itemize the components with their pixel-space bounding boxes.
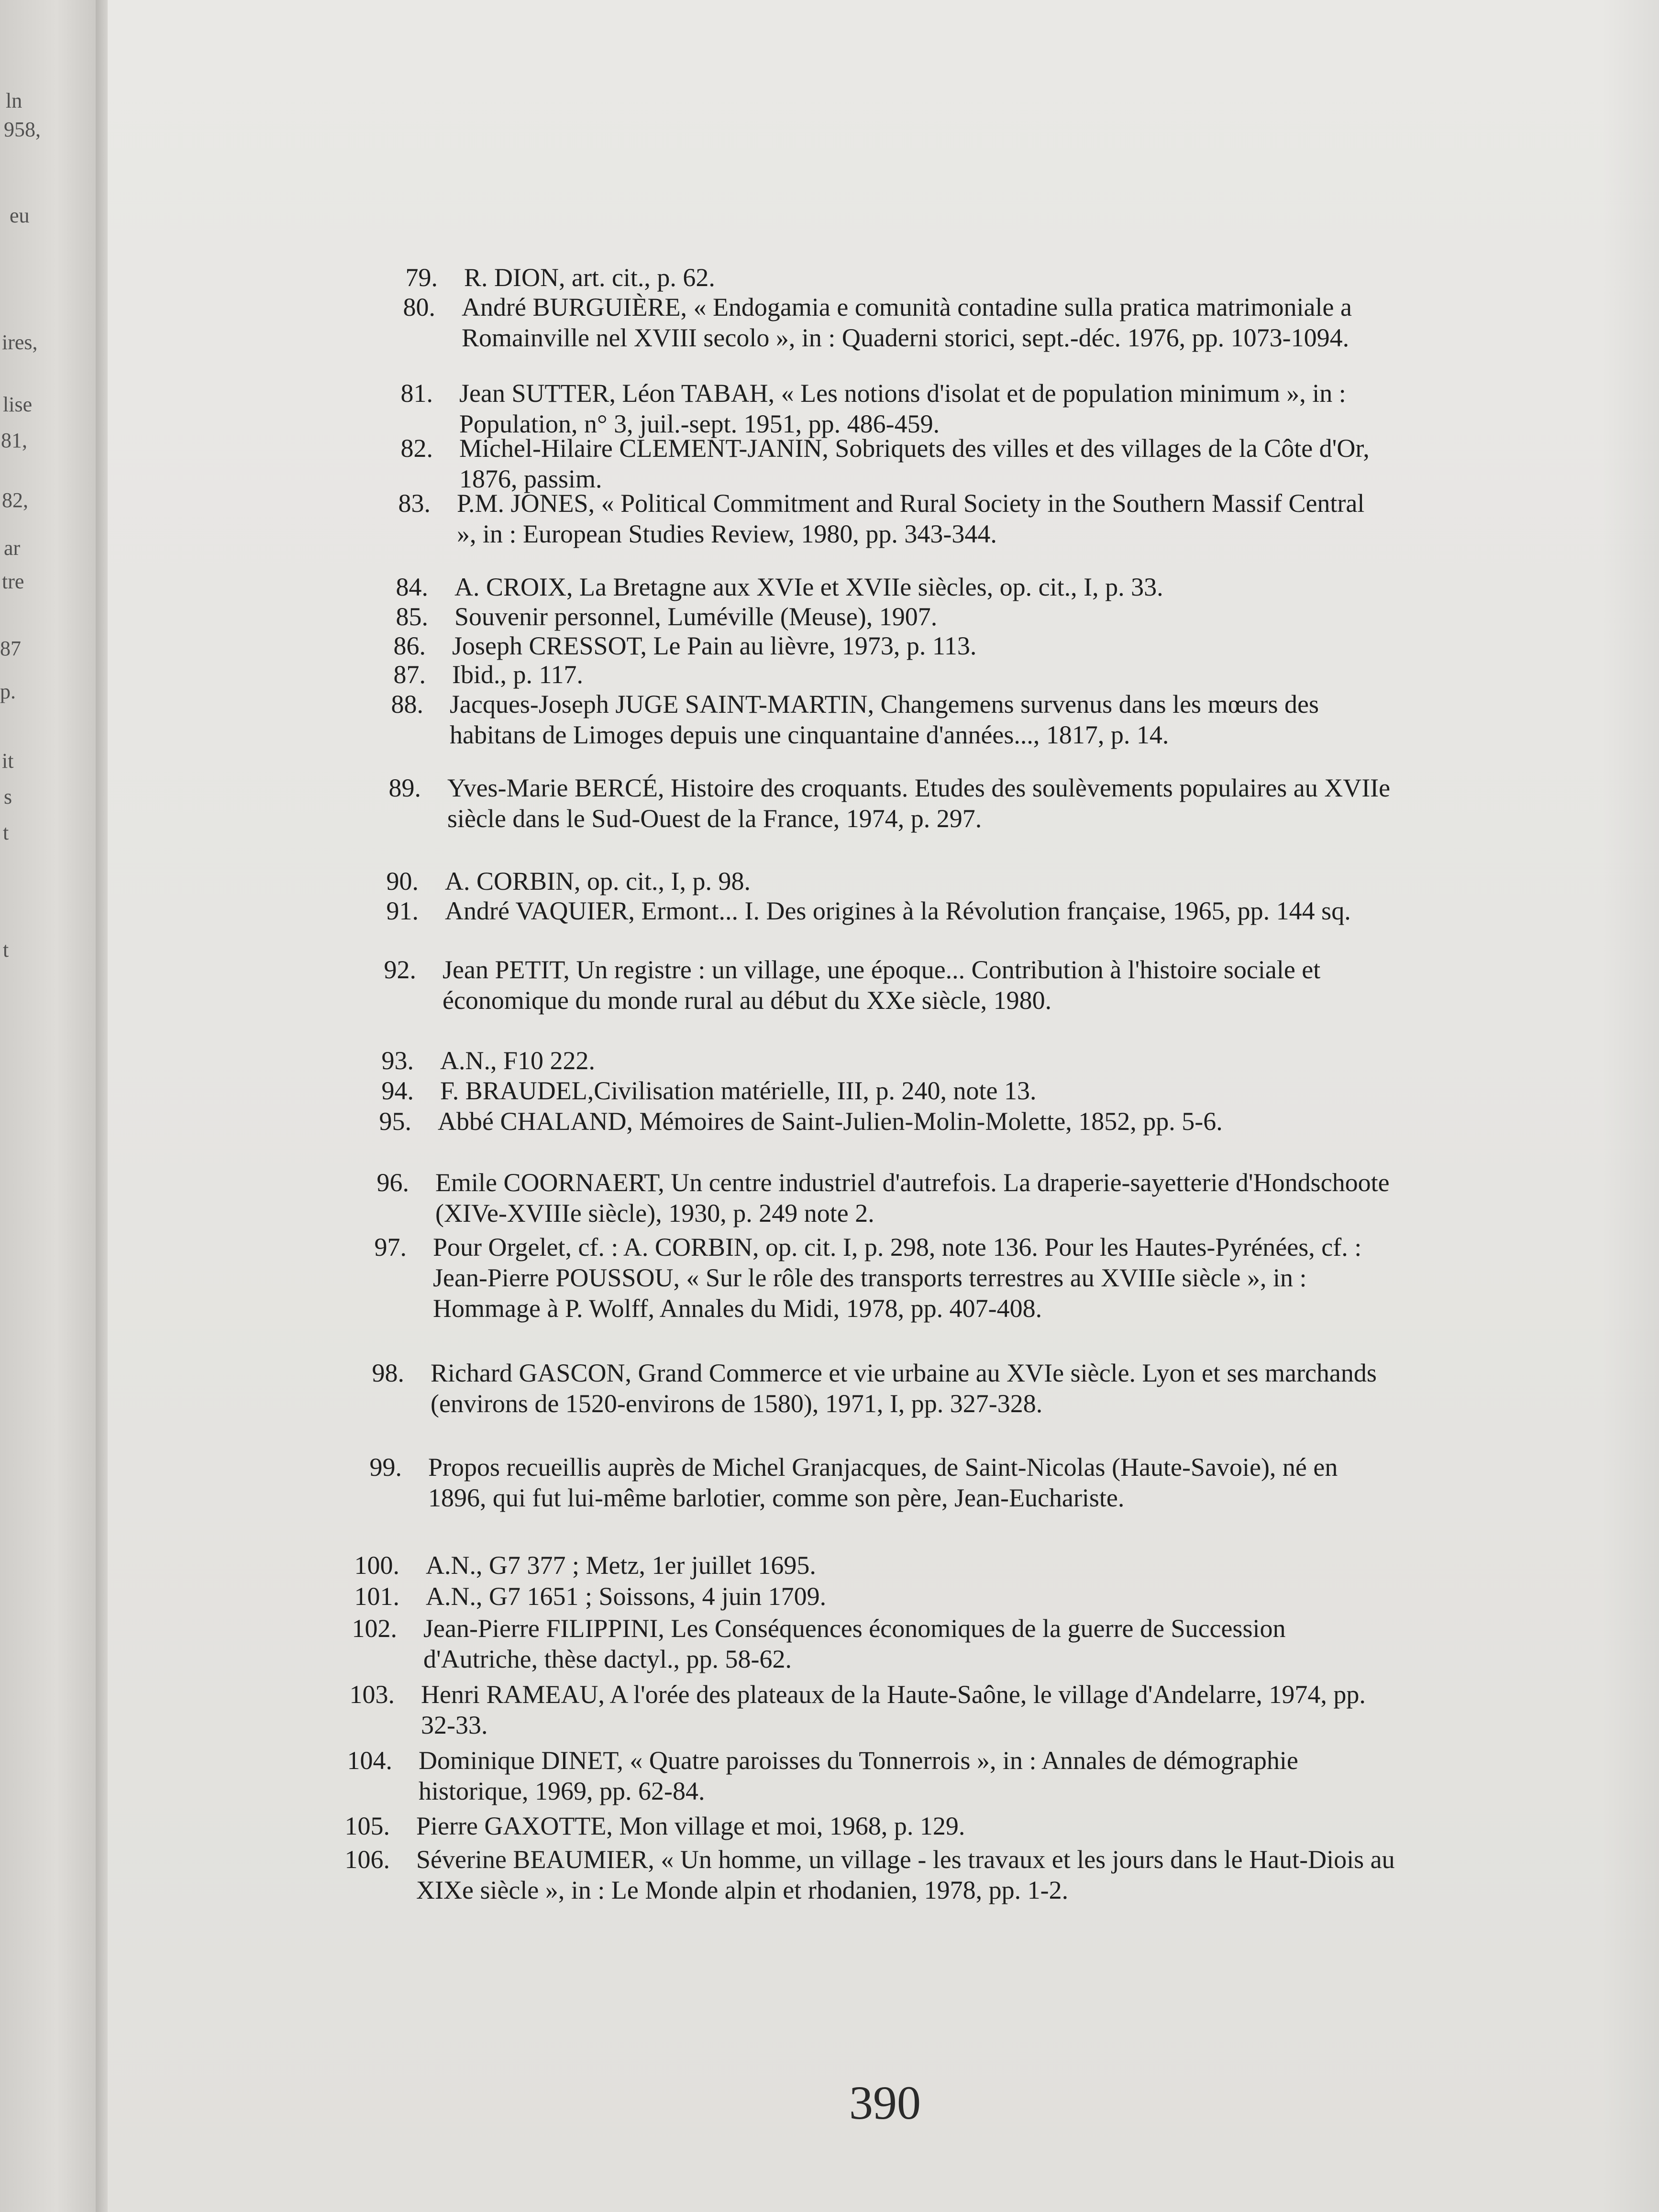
endnote-text: A.N., G7 1651 ; Soissons, 4 juin 1709. — [426, 1582, 827, 1611]
endnote-text: Jean SUTTER, Léon TABAH, « Les notions d'isolat et de population minimum », in : Population, n° 3, juil.-sept. 1951, pp. 486-459. — [459, 379, 1346, 438]
endnote-number: 91. — [386, 896, 419, 925]
endnote-text: Pierre GAXOTTE, Mon village et moi, 1968, p. 129. — [416, 1812, 965, 1840]
endnote-number: 83. — [398, 489, 431, 518]
endnote-number: 98. — [372, 1359, 404, 1387]
prev-page-fragment: lise — [3, 393, 33, 416]
endnote-number: 97. — [374, 1233, 407, 1261]
endnote-number: 82. — [400, 434, 433, 463]
endnote-number: 103. — [349, 1680, 395, 1709]
endnote-text: Ibid., p. 117. — [452, 660, 583, 689]
endnote-text: P.M. JONES, « Political Commitment and Rural Society in the Southern Massif Central », in : European Studies Review, 1980, pp. 343-344. — [457, 489, 1365, 548]
endnote-text: A.N., G7 377 ; Metz, 1er juillet 1695. — [426, 1551, 816, 1580]
endnote-text: A. CORBIN, op. cit., I, p. 98. — [445, 867, 751, 896]
endnote-number: 92. — [384, 955, 416, 984]
prev-page-fragment: 82, — [2, 488, 28, 512]
endnote-number: 93. — [381, 1046, 414, 1075]
endnote-text: Propos recueillis auprès de Michel Granjacques, de Saint-Nicolas (Haute-Savoie), né en 1896, qui fut lui-même barlotier, comme son père, Jean-Eucharistе. — [428, 1453, 1338, 1512]
endnote-text: André VAQUIER, Ermont... I. Des origines à la Révolution française, 1965, pp. 144 sq. — [445, 896, 1351, 925]
endnote-text: Jacques-Joseph JUGE SAINT-MARTIN, Changemens survenus dans les mœurs des habitans de Limoges depuis une cinquantaine d'années..., 1817, p. 14. — [450, 690, 1319, 749]
prev-page-fragment: 87 — [0, 637, 21, 660]
endnote-text: Henri RAMEAU, A l'orée des plateaux de la Haute-Saône, le village d'Andelarre, 1974, pp. 32-33. — [421, 1680, 1366, 1739]
endnote-text: A. CROIX, La Bretagne aux XVIe et XVIIe siècles, op. cit., I, p. 33. — [454, 573, 1163, 601]
endnote-number: 84. — [396, 573, 428, 601]
endnote-text: Jean PETIT, Un registre : un village, une époque... Contribution à l'histoire sociale et économique du monde rural au début du XXe siècle, 1980. — [442, 955, 1321, 1015]
prev-page-fragment: eu — [10, 204, 30, 227]
prev-page-fragment: s — [4, 785, 12, 808]
endnote-number: 89. — [388, 774, 421, 802]
endnote-text: Michel-Hilaire CLEMENT-JANIN, Sobriquets des villes et des villages de la Côte d'Or, 1876, passim. — [459, 434, 1370, 493]
endnote-text: R. DION, art. cit., p. 62. — [464, 263, 715, 292]
prev-page-fragment: ires, — [2, 331, 38, 354]
endnote-number: 96. — [376, 1168, 409, 1197]
endnote-text: Emile COORNAERT, Un centre industriel d'autrefois. La draperie-sayetterie d'Hondschoote (XIVe-XVIIIe siècle), 1930, p. 249 note 2. — [435, 1168, 1390, 1228]
previous-page-edge — [0, 0, 103, 2212]
endnote-number: 102. — [352, 1614, 397, 1643]
prev-page-fragment: t — [3, 821, 9, 844]
prev-page-fragment: it — [2, 749, 14, 773]
prev-page-fragment: ar — [4, 536, 21, 560]
endnote-number: 99. — [369, 1453, 402, 1482]
endnote-number: 85. — [396, 602, 428, 631]
prev-page-fragment: 958, — [4, 118, 41, 141]
endnote-text: Richard GASCON, Grand Commerce et vie urbaine au XVIe siècle. Lyon et ses marchands (environs de 1520-environs de 1580), 1971, I, pp. 327-328. — [431, 1359, 1377, 1418]
endnote-number: 106. — [344, 1845, 390, 1874]
endnote-number: 79. — [405, 263, 438, 292]
book-page — [108, 0, 1659, 2212]
endnote-number: 86. — [393, 631, 426, 660]
endnote-number: 80. — [403, 293, 435, 321]
endnote-text: A.N., F10 222. — [440, 1046, 596, 1075]
endnote-number: 100. — [354, 1551, 399, 1580]
endnote-text: Souvenir personnel, Luméville (Meuse), 1907. — [454, 602, 938, 631]
endnote-number: 104. — [347, 1746, 392, 1775]
endnote-number: 95. — [379, 1107, 411, 1136]
endnote-number: 105. — [344, 1812, 390, 1840]
endnote-text: Dominique DINET, « Quatre paroisses du Tonnerrois », in : Annales de démographie historique, 1969, pp. 62-84. — [419, 1746, 1298, 1805]
prev-page-fragment: ln — [6, 89, 22, 112]
endnote-number: 88. — [391, 690, 423, 719]
prev-page-fragment: tre — [2, 570, 24, 593]
endnote-number: 90. — [386, 867, 419, 896]
endnotes-list — [108, 0, 1659, 2212]
endnote-text: Joseph CRESSOT, Le Pain au lièvre, 1973, p. 113. — [452, 631, 977, 660]
endnote-number: 81. — [400, 379, 433, 408]
endnote-text: Séverine BEAUMIER, « Un homme, un village - les travaux et les jours dans le Haut-Diois au XIXe siècle », in : Le Monde alpin et rhodanien, 1978, pp. 1-2. — [416, 1845, 1395, 1904]
endnote-text: Abbé CHALAND, Mémoires de Saint-Julien-Molin-Molette, 1852, pp. 5-6. — [438, 1107, 1223, 1136]
endnote-number: 101. — [354, 1582, 399, 1611]
endnote-text: Pour Orgelet, cf. : A. CORBIN, op. cit. I, p. 298, note 136. Pour les Hautes-Pyrénées, cf. : Jean-Pierre POUSSOU, « Sur le rôle des transports terrestres au XVIIIe siècle », in : Hommage à P. Wolff, Annales du Midi, 1978, pp. 407-408. — [433, 1233, 1362, 1323]
endnote-number: 94. — [381, 1076, 414, 1105]
endnote-text: F. BRAUDEL,Civilisation matérielle, III, p. 240, note 13. — [440, 1076, 1037, 1105]
endnote-text: Jean-Pierre FILIPPINI, Les Conséquences économiques de la guerre de Succession d'Autriche, thèse dactyl., pp. 58-62. — [423, 1614, 1286, 1673]
prev-page-fragment: 81, — [1, 429, 27, 452]
endnote-text: André BURGUIÈRE, « Endogamia e comunità contadine sulla pratica matrimoniale a Romainville nel XVIII secolo », in : Quaderni storici, sept.-déc. 1976, pp. 1073-1094. — [462, 293, 1352, 352]
prev-page-fragment: p. — [0, 680, 16, 703]
page-number: 390 — [849, 2076, 921, 2129]
endnote-number: 87. — [393, 660, 426, 689]
endnote-text: Yves-Marie BERCÉ, Histoire des croquants. Etudes des soulèvements populaires au XVIIe siècle dans le Sud-Ouest de la France, 1974, p. 297. — [447, 774, 1391, 833]
prev-page-fragment: t — [3, 938, 9, 962]
